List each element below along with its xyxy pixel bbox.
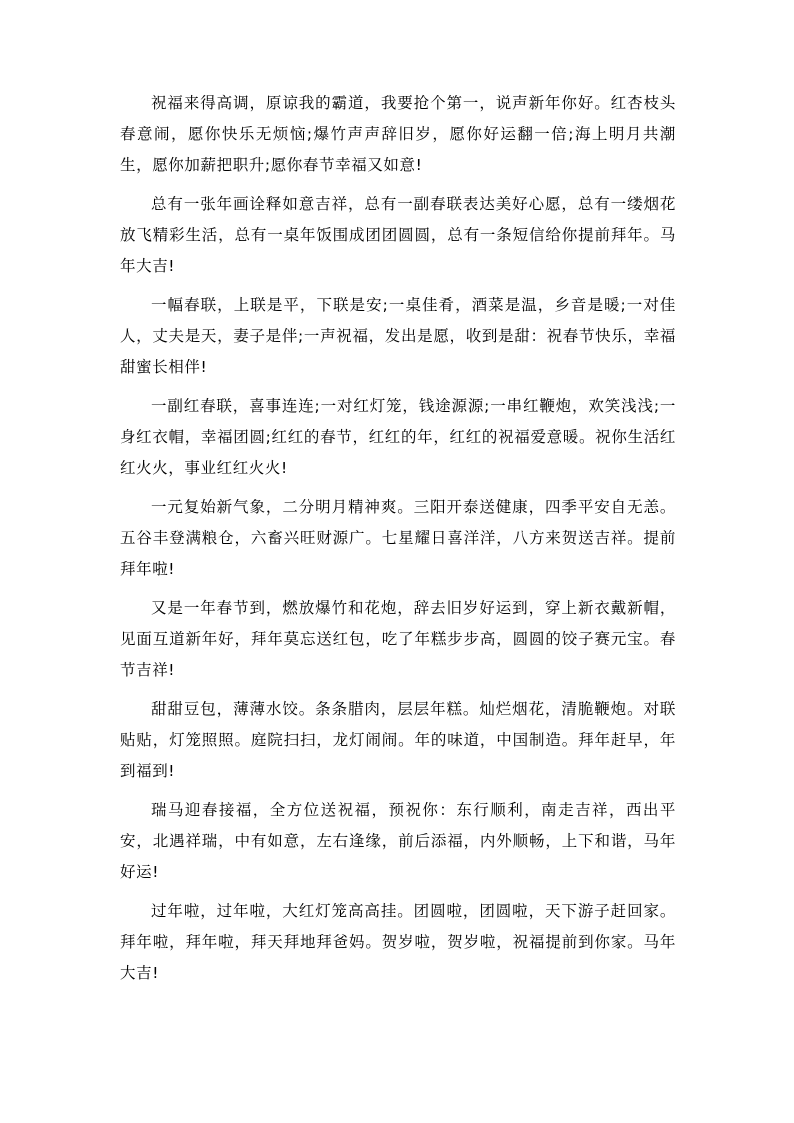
paragraph-4: 一副红春联，喜事连连;一对红灯笼，钱途源源;一串红鞭炮，欢笑浅浅;一身红衣帽，幸福团圆;红红的春节，红红的年，红红的祝福爱意暖。祝你生活红红火火，事业红红火火! [120, 397, 676, 477]
paragraph-7: 甜甜豆包，薄薄水饺。条条腊肉，层层年糕。灿烂烟花，清脆鞭炮。对联贴贴，灯笼照照。庭院扫扫，龙灯闹闹。年的味道，中国制造。拜年赶早，年到福到! [120, 700, 676, 780]
paragraph-9: 过年啦，过年啦，大红灯笼高高挂。团圆啦，团圆啦，天下游子赶回家。拜年啦，拜年啦，拜天拜地拜爸妈。贺岁啦，贺岁啦，祝福提前到你家。马年大吉! [120, 902, 676, 982]
paragraph-5: 一元复始新气象，二分明月精神爽。三阳开泰送健康，四季平安自无恙。五谷丰登满粮仓，六畜兴旺财源广。七星耀日喜洋洋，八方来贺送吉祥。提前拜年啦! [120, 498, 676, 578]
paragraph-6: 又是一年春节到，燃放爆竹和花炮，辞去旧岁好运到，穿上新衣戴新帽，见面互道新年好，拜年莫忘送红包，吃了年糕步步高，圆圆的饺子赛元宝。春节吉祥! [120, 599, 676, 679]
paragraph-3: 一幅春联，上联是平，下联是安;一桌佳肴，酒菜是温，乡音是暖;一对佳人，丈夫是天，妻子是伴;一声祝福，发出是愿，收到是甜：祝春节快乐，幸福甜蜜长相伴! [120, 296, 676, 376]
paragraph-2: 总有一张年画诠释如意吉祥，总有一副春联表达美好心愿，总有一缕烟花放飞精彩生活，总有一桌年饭围成团团圆圆，总有一条短信给你提前拜年。马年大吉! [120, 195, 676, 275]
paragraph-8: 瑞马迎春接福，全方位送祝福，预祝你：东行顺利，南走吉祥，西出平安，北遇祥瑞，中有如意，左右逢缘，前后添福，内外顺畅，上下和谐，马年好运! [120, 801, 676, 881]
paragraph-1: 祝福来得高调，原谅我的霸道，我要抢个第一，说声新年你好。红杏枝头春意闹，愿你快乐无烦恼;爆竹声声辞旧岁，愿你好运翻一倍;海上明月共潮生，愿你加薪把职升;愿你春节幸福又如意! [120, 94, 676, 174]
document-body [120, 88, 676, 997]
